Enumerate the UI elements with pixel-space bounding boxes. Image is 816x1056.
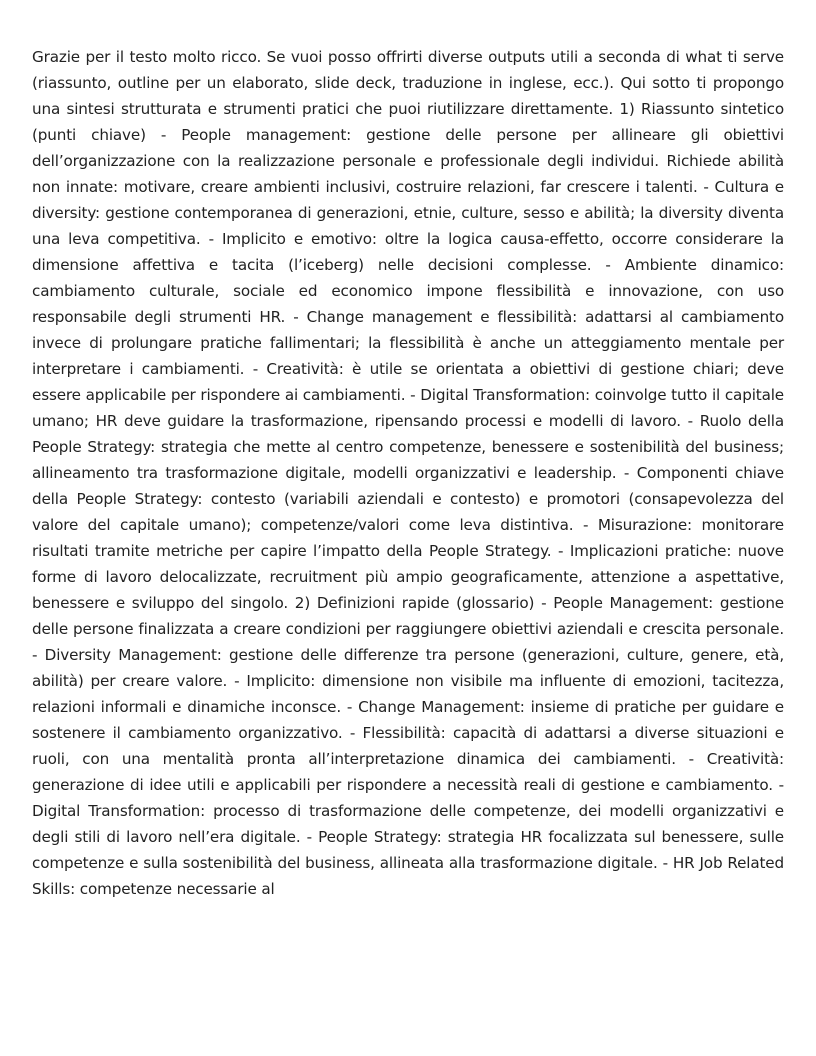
document-page	[32, 44, 784, 902]
body-paragraph: Grazie per il testo molto ricco. Se vuoi posso offrirti diverse outputs utili a seconda di what ti serve (riassunto, outline per un elaborato, slide deck, traduzione in inglese, ecc.). Qui sotto ti propongo una sintesi strutturata e strumenti pratici che puoi riutilizzare direttamente. 1) Riassunto sintetico (punti chiave) - People management: gestione delle persone per allineare gli obiettivi dell’organizzazione con la realizzazione personale e professionale degli individui. Richiede abilità non innate: motivare, creare ambienti inclusivi, costruire relazioni, far crescere i talenti. - Cultura e diversity: gestione contemporanea di generazioni, etnie, culture, sesso e abilità; la diversity diventa una leva competitiva. - Implicito e emotivo: oltre la logica causa-effetto, occorre considerare la dimensione affettiva e tacita (l’iceberg) nelle decisioni complesse. - Ambiente dinamico: cambiamento culturale, sociale ed economico impone flessibilità e innovazione, con uso responsabile degli strumenti HR. - Change management e flessibilità: adattarsi al cambiamento invece di prolungare pratiche fallimentari; la flessibilità è anche un atteggiamento mentale per interpretare i cambiamenti. - Creatività: è utile se orientata a obiettivi di gestione chiari; deve essere applicabile per rispondere ai cambiamenti. - Digital Transformation: coinvolge tutto il capitale umano; HR deve guidare la trasformazione, ripensando processi e modelli di lavoro. - Ruolo della People Strategy: strategia che mette al centro competenze, benessere e sostenibilità del business; allineamento tra trasformazione digitale, modelli organizzativi e leadership. - Componenti chiave della People Strategy: contesto (variabili aziendali e contesto) e promotori (consapevolezza del valore del capitale umano); competenze/valori come leva distintiva. - Misurazione: monitorare risultati tramite metriche per capire l’impatto della People Strategy. - Implicazioni pratiche: nuove forme di lavoro delocalizzate, recruitment più ampio geograficamente, attenzione a aspettative, benessere e sviluppo del singolo. 2) Definizioni rapide (glossario) - People Management: gestione delle persone finalizzata a creare condizioni per raggiungere obiettivi aziendali e crescita personale. - Diversity Management: gestione delle differenze tra persone (generazioni, culture, genere, età, abilità) per creare valore. - Implicito: dimensione non visibile ma influente di emozioni, tacitezza, relazioni informali e dinamiche inconsce. - Change Management: insieme di pratiche per guidare e sostenere il cambiamento organizzativo. - Flessibilità: capacità di adattarsi a diverse situazioni e ruoli, con una mentalità pronta all’interpretazione dinamica dei cambiamenti. - Creatività: generazione di idee utili e applicabili per rispondere a necessità reali di gestione e cambiamento. - Digital Transformation: processo di trasformazione delle competenze, dei modelli organizzativi e degli stili di lavoro nell’era digitale. - People Strategy: strategia HR focalizzata sul benessere, sulle competenze e sulla sostenibilità del business, allineata alla trasformazione digitale. - HR Job Related Skills: competenze necessarie al	[32, 48, 784, 898]
